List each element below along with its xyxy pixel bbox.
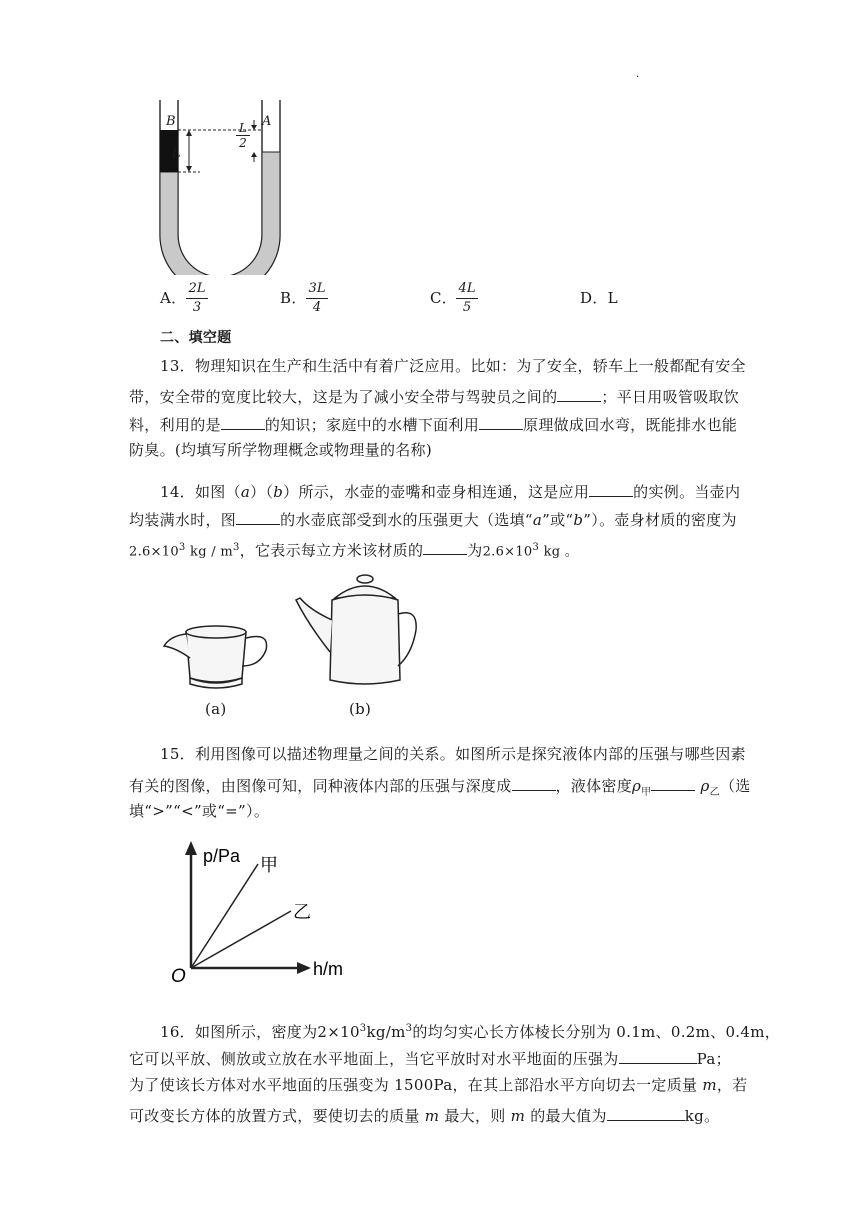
q14-line3f: kg 。: [539, 544, 579, 560]
q14-line3d: 为: [467, 541, 483, 560]
q13-line2b: ；平日用吸管吸取饮: [601, 388, 740, 406]
option-a-num: 2L: [188, 281, 206, 296]
q16-line4b: 最大，则: [439, 1107, 511, 1125]
q14-line3: [129, 540, 578, 559]
label-a: A: [262, 114, 272, 129]
q16-line3: [129, 1078, 748, 1093]
q16-line1b: 2×10: [317, 1023, 360, 1041]
option-c-letter: C．: [430, 289, 458, 307]
q16-line2a: 它可以平放、侧放或立放在水平地面上，当它平放时对水平地面的压强为: [129, 1050, 619, 1068]
q16-line1sup2: 3: [405, 1023, 413, 1034]
option-d-letter: D．: [580, 289, 608, 307]
q13-line3: [129, 415, 737, 433]
q15-sub-yi: 乙: [709, 787, 720, 798]
q15-blank2[interactable]: [651, 776, 695, 791]
q15-line1: 15．利用图像可以描述物理量之间的关系。如图所示是探究液体内部的压强与哪些因素: [160, 745, 746, 763]
option-c-den: 5: [462, 300, 472, 315]
q16-line4d: kg。: [684, 1107, 720, 1125]
series-jia-label: 甲: [260, 855, 278, 876]
q14-line2e: b: [573, 511, 584, 529]
q14-line2a: 均装满水时，图: [129, 511, 237, 529]
q14-line3sup: 3: [178, 542, 186, 553]
q13-line2a: 带，安全带的宽度比较大，这是为了减小安全带与驾驶员之间的: [129, 388, 558, 406]
section-title: 二、填空题: [160, 330, 232, 346]
option-d: [580, 291, 618, 306]
kettle-a-icon: [164, 626, 267, 688]
q16-line3m: m: [702, 1076, 717, 1094]
option-a-letter: A．: [160, 289, 187, 307]
option-b-num: 3L: [308, 281, 326, 296]
q13-blank1[interactable]: [557, 387, 601, 402]
caption-b: (b): [349, 700, 372, 718]
option-a-frac: [186, 282, 208, 315]
page-mark: ·: [636, 72, 640, 83]
series-yi-label: 乙: [293, 902, 311, 923]
q14-line2d: ”或“: [542, 511, 574, 529]
q13-blank2[interactable]: [221, 415, 265, 430]
label-half-den: 2: [239, 136, 247, 150]
q14-line2c: a: [532, 511, 543, 529]
option-d-value: L: [607, 289, 618, 307]
q14-line3c: ，它表示每立方米该材质的: [239, 541, 424, 560]
q13-line4: 防臭。(均填写所学物理概念或物理量的名称): [129, 441, 433, 459]
q13-line3b: 的知识；家庭中的水槽下面利用: [264, 416, 480, 434]
q14-line1a: 14．如图（: [160, 483, 241, 501]
label-b: B: [166, 114, 176, 129]
q13-line3c: 原理做成回水弯，既能排水也能: [523, 416, 738, 434]
q15-line2: [129, 776, 751, 800]
q14-line2: [129, 510, 737, 528]
origin-label: O: [171, 966, 186, 985]
q15-rho-yi: ρ: [700, 777, 710, 795]
q16-line1a: 16．如图所示，密度为: [160, 1023, 318, 1041]
q16-line4a: 可改变长方体的放置方式，要使切去的质量: [129, 1107, 425, 1125]
q14-line3sup3: 3: [532, 542, 540, 553]
label-l: L: [172, 146, 181, 161]
q13-blank3[interactable]: [479, 415, 523, 430]
q15-rho-jia: ρ: [632, 777, 642, 795]
q15-line2c: （选: [719, 777, 751, 795]
q13-line1: 13．物理知识在生产和生活中有着广泛应用。比如：为了安全，轿车上一般都配有安全: [160, 357, 746, 375]
option-b-letter: B．: [280, 289, 307, 307]
q14-line1: [160, 482, 740, 500]
q14-line3sup2: 3: [233, 542, 240, 553]
x-axis-arrow: [297, 962, 311, 974]
q15-blank1[interactable]: [512, 776, 556, 791]
kettle-figure: [160, 570, 420, 690]
q16-line4m2: m: [510, 1107, 526, 1125]
q16-blank2[interactable]: [607, 1106, 685, 1121]
q15-line2a: 有关的图像，由图像可知，同种液体内部的压强与深度成: [129, 777, 512, 795]
q16-line1: [160, 1021, 780, 1040]
q16-line1d: 的均匀实心长方体棱长分别为 0.1m、0.2m、0.4m，: [412, 1023, 781, 1041]
option-c-frac: [456, 282, 478, 315]
option-a-den: 3: [192, 300, 202, 315]
series-yi-line: [191, 911, 291, 968]
pressure-depth-chart: [165, 835, 365, 985]
label-half-num: L: [239, 121, 247, 135]
q14-line3e: 2.6×10: [482, 544, 533, 560]
q16-blank1[interactable]: [619, 1049, 697, 1064]
q16-line3a: 为了使该长方体对水平地面的压强变为 1500Pa，在其上部沿水平方向切去一定质量: [129, 1076, 703, 1094]
y-axis-arrow: [185, 841, 197, 855]
y-axis-label: p/Pa: [203, 846, 241, 866]
option-b-den: 4: [312, 300, 322, 315]
option-b-frac: [306, 282, 328, 315]
q14-line3b: kg / m: [185, 544, 233, 560]
q16-line4c: 的最大值为: [525, 1107, 607, 1125]
q14-blank2[interactable]: [236, 510, 280, 525]
q16-line2b: Pa；: [696, 1050, 731, 1068]
x-axis-label: h/m: [313, 959, 344, 979]
q16-line1sup: 3: [359, 1023, 367, 1034]
q16-line3b: ，若: [716, 1076, 748, 1094]
q15-sub-jia: 甲: [641, 787, 652, 798]
q14-line2b: 的水壶底部受到水的压强更大（选填“: [280, 511, 533, 529]
q14-line3a: 2.6×10: [129, 544, 179, 560]
q14-line1c: ）（: [250, 483, 274, 501]
label-half: [236, 122, 250, 149]
q13-line2: [129, 387, 739, 405]
q14-line1b: a: [240, 483, 251, 501]
option-c-num: 4L: [458, 281, 476, 296]
q14-blank1[interactable]: [589, 482, 633, 497]
kettle-b-icon: [296, 575, 416, 684]
q16-line2: [129, 1049, 731, 1067]
q16-line1c: kg/m: [366, 1023, 406, 1041]
caption-a: (a): [205, 700, 227, 718]
q14-blank3[interactable]: [423, 540, 467, 555]
q16-line4: [129, 1106, 719, 1124]
q14-line2f: ”）。壶身材质的密度为: [583, 511, 737, 529]
q15-line3: 填“>”“<”或“=”）。: [129, 802, 270, 820]
q14-line1f: 的实例。当壶内: [633, 483, 741, 501]
series-jia-line: [191, 864, 258, 968]
q13-line3a: 料，利用的是: [129, 416, 221, 434]
q15-line2b: ，液体密度: [555, 777, 633, 795]
q16-line4m1: m: [424, 1107, 440, 1125]
q14-line1d: b: [273, 483, 284, 501]
q14-line1e: ）所示，水壶的壶嘴和壶身相连通，这是应用: [283, 483, 590, 501]
